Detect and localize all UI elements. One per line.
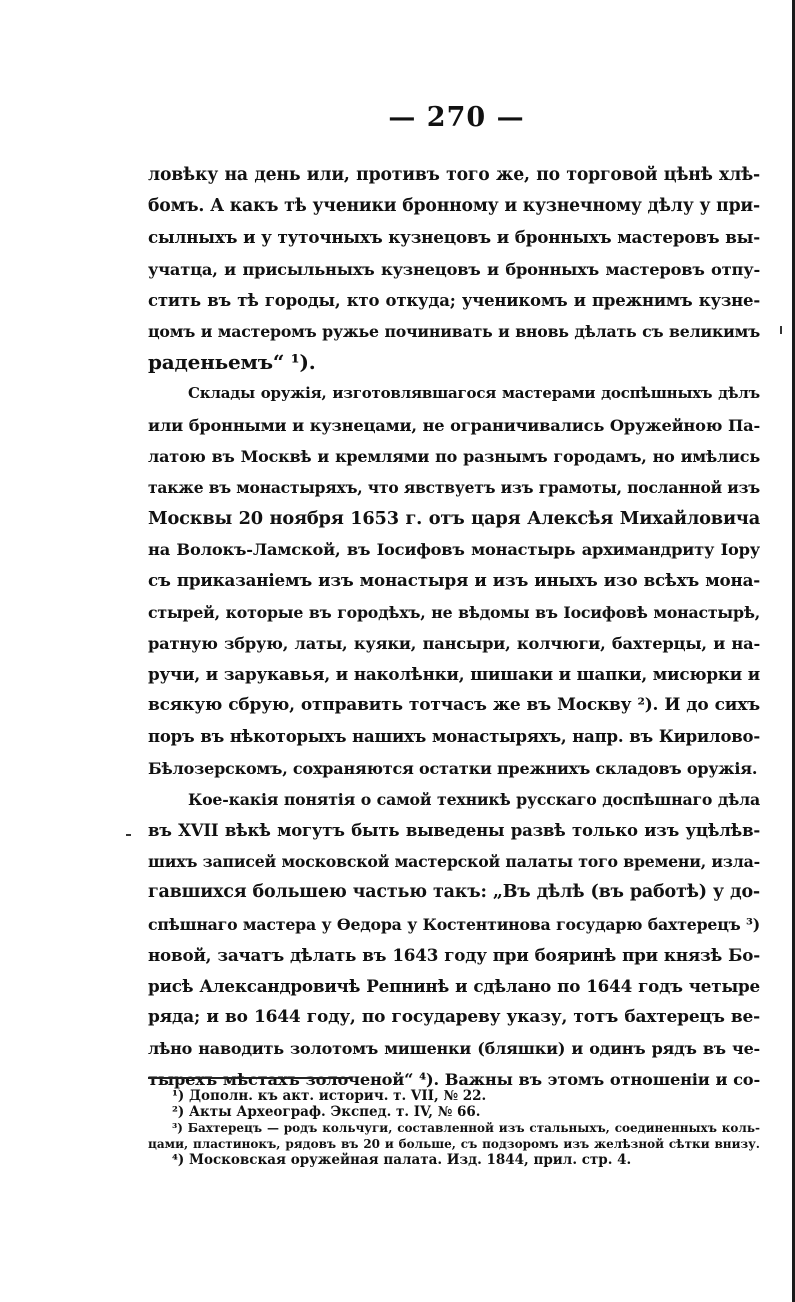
text-line: спѣшнаго мастера у Ѳедора у Костентинова государю бахтерецъ ³): [148, 914, 760, 934]
text-line: ратную збрую, латы, куяки, пансыри, колчюги, бахтерцы, и на-: [148, 633, 760, 653]
text-line: стить въ тѣ городы, кто откуда; ученикомъ и прежнимъ кузне-: [148, 290, 760, 310]
paragraph: [148, 784, 760, 1096]
text-line: раденьемъ“ ¹).: [148, 350, 316, 375]
text-line: поръ въ нѣкоторыхъ нашихъ монастыряхъ, напр. въ Кирилово-: [148, 727, 760, 747]
footnote: ⁴) Московская оружейная палата. Изд. 1844, прил. стр. 4.: [172, 1152, 632, 1168]
margin-mark: [126, 834, 131, 836]
page-number: — 270 —: [388, 102, 525, 133]
text-line: на Волокъ-Ламской, въ Іосифовъ монастырь архимандриту Іору: [148, 540, 760, 560]
text-line: Бѣлозерскомъ, сохраняются остатки прежнихъ складовъ оружія.: [148, 758, 758, 778]
text-line: лѣно наводить золотомъ мишенки (бляшки) и одинъ рядъ въ че-: [148, 1039, 760, 1059]
text-line: рисѣ Александровичѣ Репнинѣ и сдѣлано по 1644 годъ четыре: [148, 975, 760, 996]
text-line: ручи, и зарукавья, и наколѣнки, шишаки и шапки, мисюрки и: [148, 664, 760, 684]
footnote: цами, пластинокъ, рядовъ въ 20 и больше, съ подзоромъ изъ желѣзной сѣтки внизу.: [148, 1137, 760, 1151]
footnote: ²) Акты Археограф. Экспед. т. IV, № 66.: [172, 1104, 481, 1120]
text-line: въ XVII вѣкѣ могутъ быть выведены развѣ только изъ уцѣлѣв-: [148, 820, 760, 840]
page-header: [0, 102, 795, 133]
footnote: ³) Бахтерецъ — родъ кольчуги, составленной изъ стальныхъ, соединенныхъ коль-: [172, 1121, 760, 1135]
text-line: съ приказаніемъ изъ монастыря и изъ иныхъ изо всѣхъ мона-: [148, 570, 760, 591]
text-line: шихъ записей московской мастерской палаты того времени, изла-: [148, 852, 760, 872]
text-line: латою въ Москвѣ и кремлями по разнымъ городамъ, но имѣлись: [148, 446, 760, 466]
text-line: тырехъ мѣстахъ золоченой“ ⁴). Важны въ этомъ отношеніи и со-: [148, 1070, 760, 1090]
text-line: учатца, и присыльныхъ кузнецовъ и бронныхъ мастеровъ отпу-: [148, 259, 760, 279]
text-line: Склады оружія, изготовлявшагося мастерами доспѣшныхъ дѣлъ: [188, 384, 760, 403]
text-line: Кое-какія понятія о самой техникѣ русскаго доспѣшнаго дѣла: [188, 789, 760, 809]
main-text: [148, 160, 760, 1096]
text-line: новой, зачатъ дѣлать въ 1643 году при бояринѣ при князѣ Бо-: [148, 944, 760, 965]
text-line: Москвы 20 ноября 1653 г. отъ царя Алексѣя Михайловича: [148, 508, 760, 530]
text-line: ловѣку на день или, противъ того же, по торговой цѣнѣ хлѣ-: [148, 165, 760, 185]
paragraph: [148, 378, 760, 783]
text-line: бомъ. А какъ тѣ ученики бронному и кузнечному дѣлу у при-: [148, 196, 760, 217]
text-line: цомъ и мастеромъ ружье починивать и вновь дѣлать съ великимъ: [148, 321, 760, 341]
text-line: гавшихся большею частью такъ: „Въ дѣлѣ (въ работѣ) у до-: [148, 882, 760, 903]
text-line: ряда; и во 1644 году, по государеву указу, тотъ бахтерецъ ве-: [148, 1007, 760, 1028]
footnote: ¹) Дополн. къ акт. историч. т. VII, № 22.: [172, 1088, 487, 1104]
footnotes: [148, 1088, 760, 1168]
text-line: или бронными и кузнецами, не ограничивались Оружейною Па-: [148, 415, 760, 435]
text-line: сылныхъ и у туточныхъ кузнецовъ и бронныхъ мастеровъ вы-: [148, 227, 760, 248]
text-line: всякую сбрую, отправить тотчасъ же въ Москву ²). И до сихъ: [148, 695, 760, 716]
margin-mark: [780, 326, 782, 334]
text-line: стырей, которые въ городѣхъ, не вѣдомы въ Іосифовѣ монастырѣ,: [148, 602, 760, 622]
paragraph: [148, 160, 760, 378]
text-line: также въ монастыряхъ, что явствуетъ изъ грамоты, посланной изъ: [148, 477, 760, 497]
footnote-rule: [148, 1077, 351, 1079]
